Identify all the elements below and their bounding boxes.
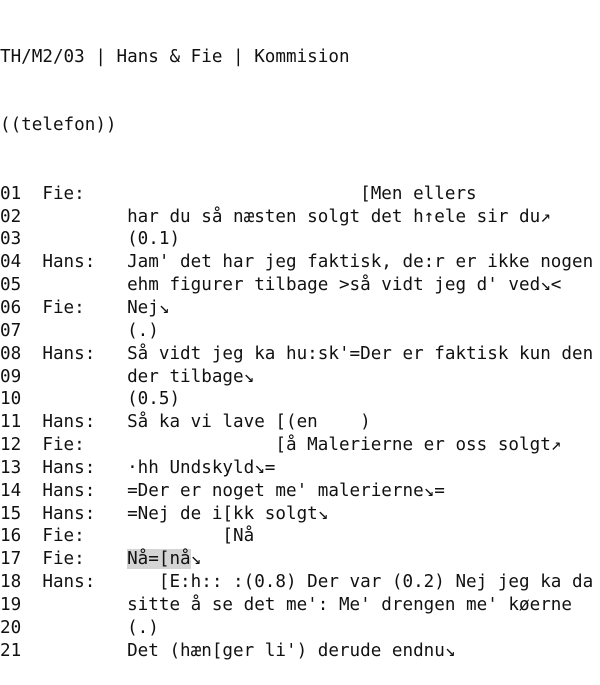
utterance-text: [Men ellers xyxy=(127,183,477,204)
utterance-text: (.) xyxy=(127,617,159,638)
transcript-line xyxy=(0,548,600,571)
transcript-context: ((telefon)) xyxy=(0,115,117,136)
speaker-label: Hans: xyxy=(42,480,96,501)
utterance-text: Jam' det har jeg faktisk, de:r er ikke nogen xyxy=(127,252,594,273)
utterance-text: =Nej de i[kk solgt↘ xyxy=(127,503,329,524)
utterance-text: ↘ xyxy=(190,549,202,570)
transcript-line xyxy=(0,274,600,297)
speaker-label: Fie: xyxy=(42,435,85,456)
utterance-text: ehm figurer tilbage >så vidt jeg d' ved↘< xyxy=(127,275,562,296)
speaker-label: Hans: xyxy=(42,343,96,364)
utterance-text: der tilbage↘ xyxy=(127,366,255,387)
line-number: 17 xyxy=(0,549,22,570)
transcript-line xyxy=(0,343,600,366)
transcript-lines xyxy=(0,183,600,663)
speaker-label: Hans: xyxy=(42,503,96,524)
line-number: 06 xyxy=(0,297,22,318)
speaker-label: Fie: xyxy=(42,183,85,204)
transcript-line xyxy=(0,251,600,274)
line-number: 16 xyxy=(0,526,22,547)
line-number: 10 xyxy=(0,389,22,410)
speaker-label: Hans: xyxy=(42,457,96,478)
line-number: 05 xyxy=(0,275,22,296)
line-number: 20 xyxy=(0,617,22,638)
transcript-line xyxy=(0,320,600,343)
line-number: 21 xyxy=(0,640,22,661)
line-number: 19 xyxy=(0,594,22,615)
line-number: 14 xyxy=(0,480,22,501)
transcript-line xyxy=(0,594,600,617)
line-number: 07 xyxy=(0,320,22,341)
utterance-text: =Der er noget me' malerierne↘= xyxy=(127,480,445,501)
line-number: 18 xyxy=(0,572,22,593)
utterance-text: [E:h:: :(0.8) Der var (0.2) Nej jeg ka da xyxy=(127,572,594,593)
line-number: 09 xyxy=(0,366,22,387)
transcript-line xyxy=(0,457,600,480)
utterance-text: (0.5) xyxy=(127,389,181,410)
line-number: 11 xyxy=(0,412,22,433)
line-number: 13 xyxy=(0,457,22,478)
transcript-line xyxy=(0,480,600,503)
utterance-text: (.) xyxy=(127,320,159,341)
line-number: 04 xyxy=(0,252,22,273)
transcript-line xyxy=(0,228,600,251)
transcript-line xyxy=(0,366,600,389)
transcript-line xyxy=(0,525,600,548)
speaker-label: Fie: xyxy=(42,526,85,547)
utterance-text: [å Malerierne er oss solgt↗ xyxy=(127,435,562,456)
utterance-text: Så vidt jeg ka hu:sk'=Der er faktisk kun den xyxy=(127,343,594,364)
transcript-line xyxy=(0,411,600,434)
utterance-text: [Nå xyxy=(127,526,255,547)
speaker-label: Hans: xyxy=(42,572,96,593)
speaker-label: Fie: xyxy=(42,297,85,318)
utterance-text: har du så næsten solgt det h↑ele sir du↗ xyxy=(127,206,551,227)
transcript-line xyxy=(0,183,600,206)
transcript-line xyxy=(0,503,600,526)
highlighted-utterance: Nå=[nå xyxy=(127,549,191,570)
speaker-label: Hans: xyxy=(42,252,96,273)
transcript-line xyxy=(0,388,600,411)
speaker-label: Fie: xyxy=(42,549,85,570)
transcript-line xyxy=(0,434,600,457)
line-number: 02 xyxy=(0,206,22,227)
utterance-text: Nej↘ xyxy=(127,297,170,318)
line-number: 03 xyxy=(0,229,22,250)
transcript-line xyxy=(0,640,600,663)
transcript-line xyxy=(0,297,600,320)
speaker-label: Hans: xyxy=(42,412,96,433)
utterance-text: ·hh Undskyld↘= xyxy=(127,457,276,478)
utterance-text: sitte å se det me': Me' drengen me' køerne xyxy=(127,594,572,615)
utterance-text: (0.1) xyxy=(127,229,181,250)
transcript-line xyxy=(0,571,600,594)
line-number: 15 xyxy=(0,503,22,524)
transcript-line xyxy=(0,206,600,229)
line-number: 12 xyxy=(0,435,22,456)
utterance-text: Så ka vi lave [(en ) xyxy=(127,412,371,433)
utterance-text: Det (hæn[ger li') derude endnu↘ xyxy=(127,640,456,661)
line-number: 08 xyxy=(0,343,22,364)
transcript-title: TH/M2/03 | Hans & Fie | Kommision xyxy=(0,46,350,67)
line-number: 01 xyxy=(0,183,22,204)
transcript-line xyxy=(0,617,600,640)
